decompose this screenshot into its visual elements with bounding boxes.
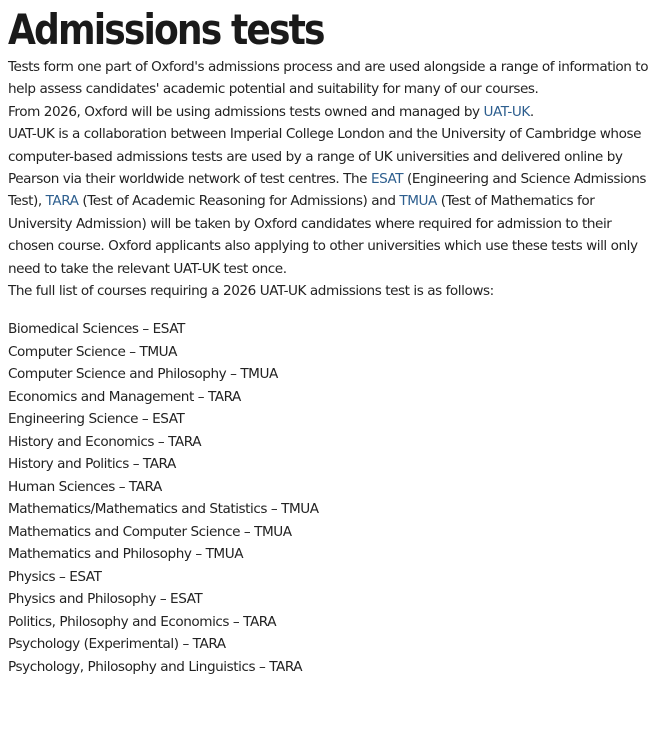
uat-text-part1: UAT-UK is a collaboration between Imperial College London and the University of Cambridge whose computer-based admissions tests are used by a range of UK universities and delivered online by Pearson via their worldwide network of test centres. The <box>8 126 641 188</box>
course-item: Physics – ESAT <box>8 568 102 585</box>
uat-text-part2: (Engineering and Science Admissions Test), <box>8 171 647 210</box>
intro-paragraph: Tests form one part of Oxford's admissions process and are used alongside a range of information to help assess candidates' academic potential and suitability for many of our courses. <box>8 59 649 98</box>
course-item: Psychology (Experimental) – TARA <box>8 636 226 653</box>
course-item: Mathematics/Mathematics and Statistics – TMUA <box>8 501 319 518</box>
course-item: History and Economics – TARA <box>8 433 202 450</box>
course-item: Engineering Science – ESAT <box>8 411 185 428</box>
course-item: Mathematics and Computer Science – TMUA <box>8 523 292 540</box>
uat-text-part4: (Test of Mathematics for University Admission) will be taken by Oxford candidates where required for admission to their chosen course. Oxford applicants also applying to other universities which use these tests will only need to take the relevant UAT-UK test once. <box>8 193 638 277</box>
full-list-intro: The full list of courses requiring a 2026 UAT-UK admissions test is as follows: <box>8 283 494 300</box>
from-2026-paragraph <box>8 101 657 123</box>
course-item: Computer Science and Philosophy – TMUA <box>8 366 278 383</box>
uat-uk-paragraph <box>8 123 657 280</box>
course-list <box>8 318 657 678</box>
course-item: History and Politics – TARA <box>8 456 176 473</box>
page-title: Admissions tests <box>8 5 324 54</box>
tmua-link[interactable]: TMUA <box>399 193 437 210</box>
from-2026-suffix: . <box>529 103 534 120</box>
uat-uk-link[interactable]: UAT-UK <box>483 103 530 120</box>
uat-text-part3: (Test of Academic Reasoning for Admissions) and <box>78 193 400 210</box>
esat-link[interactable]: ESAT <box>370 171 404 188</box>
course-item: Physics and Philosophy – ESAT <box>8 591 203 608</box>
course-item: Politics, Philosophy and Economics – TARA <box>8 613 277 630</box>
course-item: Biomedical Sciences – ESAT <box>8 321 185 338</box>
course-item: Mathematics and Philosophy – TMUA <box>8 546 244 563</box>
course-item: Economics and Management – TARA <box>8 388 241 405</box>
course-item: Computer Science – TMUA <box>8 343 177 360</box>
course-item: Psychology, Philosophy and Linguistics – TARA <box>8 658 303 675</box>
course-item: Human Sciences – TARA <box>8 478 162 495</box>
tara-link[interactable]: TARA <box>45 193 79 210</box>
from-2026-text: From 2026, Oxford will be using admissions tests owned and managed by <box>8 103 484 120</box>
